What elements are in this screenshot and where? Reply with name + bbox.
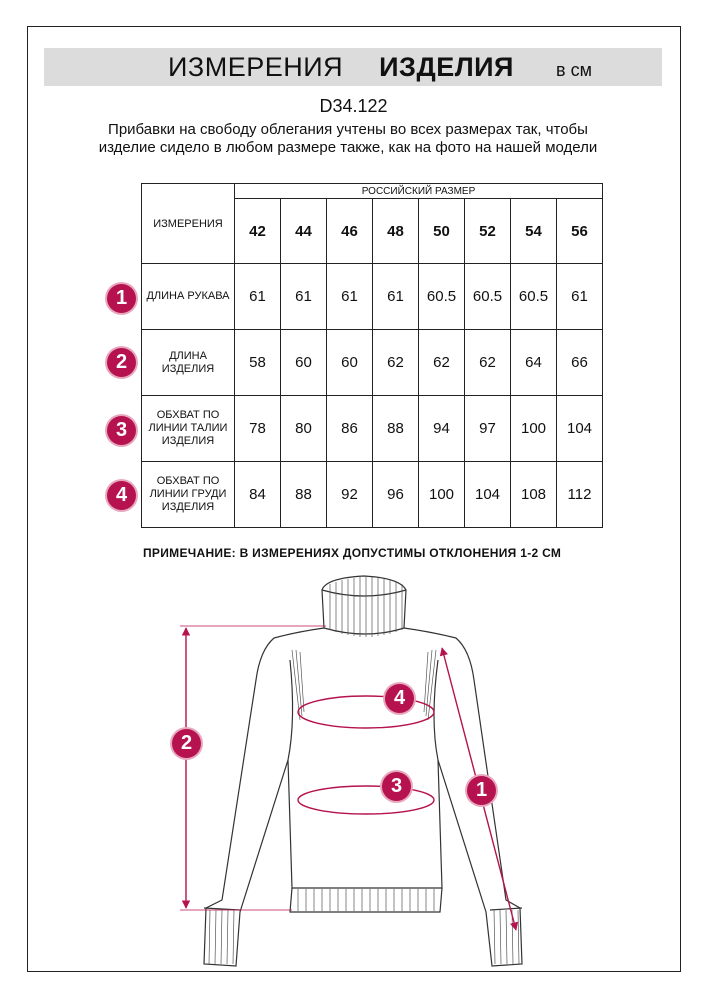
table-cell: 104 <box>557 396 603 462</box>
title-word-measurements: ИЗМЕРЕНИЯ <box>168 52 344 82</box>
table-cell: 84 <box>235 462 281 528</box>
table-cell: 108 <box>511 462 557 528</box>
table-cell: 60 <box>327 330 373 396</box>
table-cell: 61 <box>235 264 281 330</box>
size-header: 46 <box>327 199 373 264</box>
table-cell: 58 <box>235 330 281 396</box>
row-number-badge-2: 2 <box>107 348 136 377</box>
row-number-badge-4: 4 <box>107 481 136 510</box>
table-cell: 62 <box>373 330 419 396</box>
size-header: 52 <box>465 199 511 264</box>
table-cell: 60 <box>281 330 327 396</box>
row-label-sleeve-length: ДЛИНА РУКАВА <box>142 264 235 330</box>
table-cell: 92 <box>327 462 373 528</box>
table-cell: 86 <box>327 396 373 462</box>
row-number-badge-1: 1 <box>107 284 136 313</box>
table-cell: 61 <box>557 264 603 330</box>
size-header: 48 <box>373 199 419 264</box>
size-header: 44 <box>281 199 327 264</box>
table-cell: 66 <box>557 330 603 396</box>
row-label-chest-girth: ОБХВАТ ПО ЛИНИИ ГРУДИ ИЗДЕЛИЯ <box>142 462 235 528</box>
size-header: 50 <box>419 199 465 264</box>
table-cell: 78 <box>235 396 281 462</box>
measurement-lines <box>180 626 516 930</box>
product-code: D34.122 <box>319 96 388 116</box>
table-cell: 61 <box>327 264 373 330</box>
table-cell: 94 <box>419 396 465 462</box>
fit-note: Прибавки на свободу облегания учтены во всех размерах так, чтобы изделие сидело в любом размере также, как на фото на нашей модели <box>98 121 598 156</box>
table-cell: 88 <box>281 462 327 528</box>
table-cell: 60.5 <box>511 264 557 330</box>
unit-label: в см <box>556 60 592 80</box>
row-label-garment-length: ДЛИНА ИЗДЕЛИЯ <box>142 330 235 396</box>
table-cell: 112 <box>557 462 603 528</box>
table-cell: 80 <box>281 396 327 462</box>
table-cell: 64 <box>511 330 557 396</box>
size-system-header: РОССИЙСКИЙ РАЗМЕР <box>235 184 603 199</box>
sleeve-marker-badge: 1 <box>467 776 496 805</box>
table-cell: 100 <box>511 396 557 462</box>
table-cell: 62 <box>465 330 511 396</box>
measurements-header: ИЗМЕРЕНИЯ <box>142 184 235 264</box>
waist-marker-badge: 3 <box>382 772 411 801</box>
length-marker-badge: 2 <box>172 729 201 758</box>
table-cell: 61 <box>373 264 419 330</box>
size-header: 56 <box>557 199 603 264</box>
size-header: 54 <box>511 199 557 264</box>
title-word-garment: ИЗДЕЛИЯ <box>379 52 514 82</box>
table-cell: 62 <box>419 330 465 396</box>
rib-texture <box>209 577 519 964</box>
table-cell: 100 <box>419 462 465 528</box>
table-cell: 97 <box>465 396 511 462</box>
tolerance-remark: ПРИМЕЧАНИЕ: В ИЗМЕРЕНИЯХ ДОПУСТИМЫ ОТКЛОНЕНИЯ 1-2 СМ <box>143 546 562 560</box>
table-cell: 60.5 <box>465 264 511 330</box>
size-header: 42 <box>235 199 281 264</box>
row-label-waist-girth: ОБХВАТ ПО ЛИНИИ ТАЛИИ ИЗДЕЛИЯ <box>142 396 235 462</box>
table-cell: 104 <box>465 462 511 528</box>
table-cell: 96 <box>373 462 419 528</box>
row-number-badge-3: 3 <box>107 416 136 445</box>
table-cell: 61 <box>281 264 327 330</box>
table-cell: 60.5 <box>419 264 465 330</box>
chest-marker-badge: 4 <box>385 684 414 713</box>
table-cell: 88 <box>373 396 419 462</box>
